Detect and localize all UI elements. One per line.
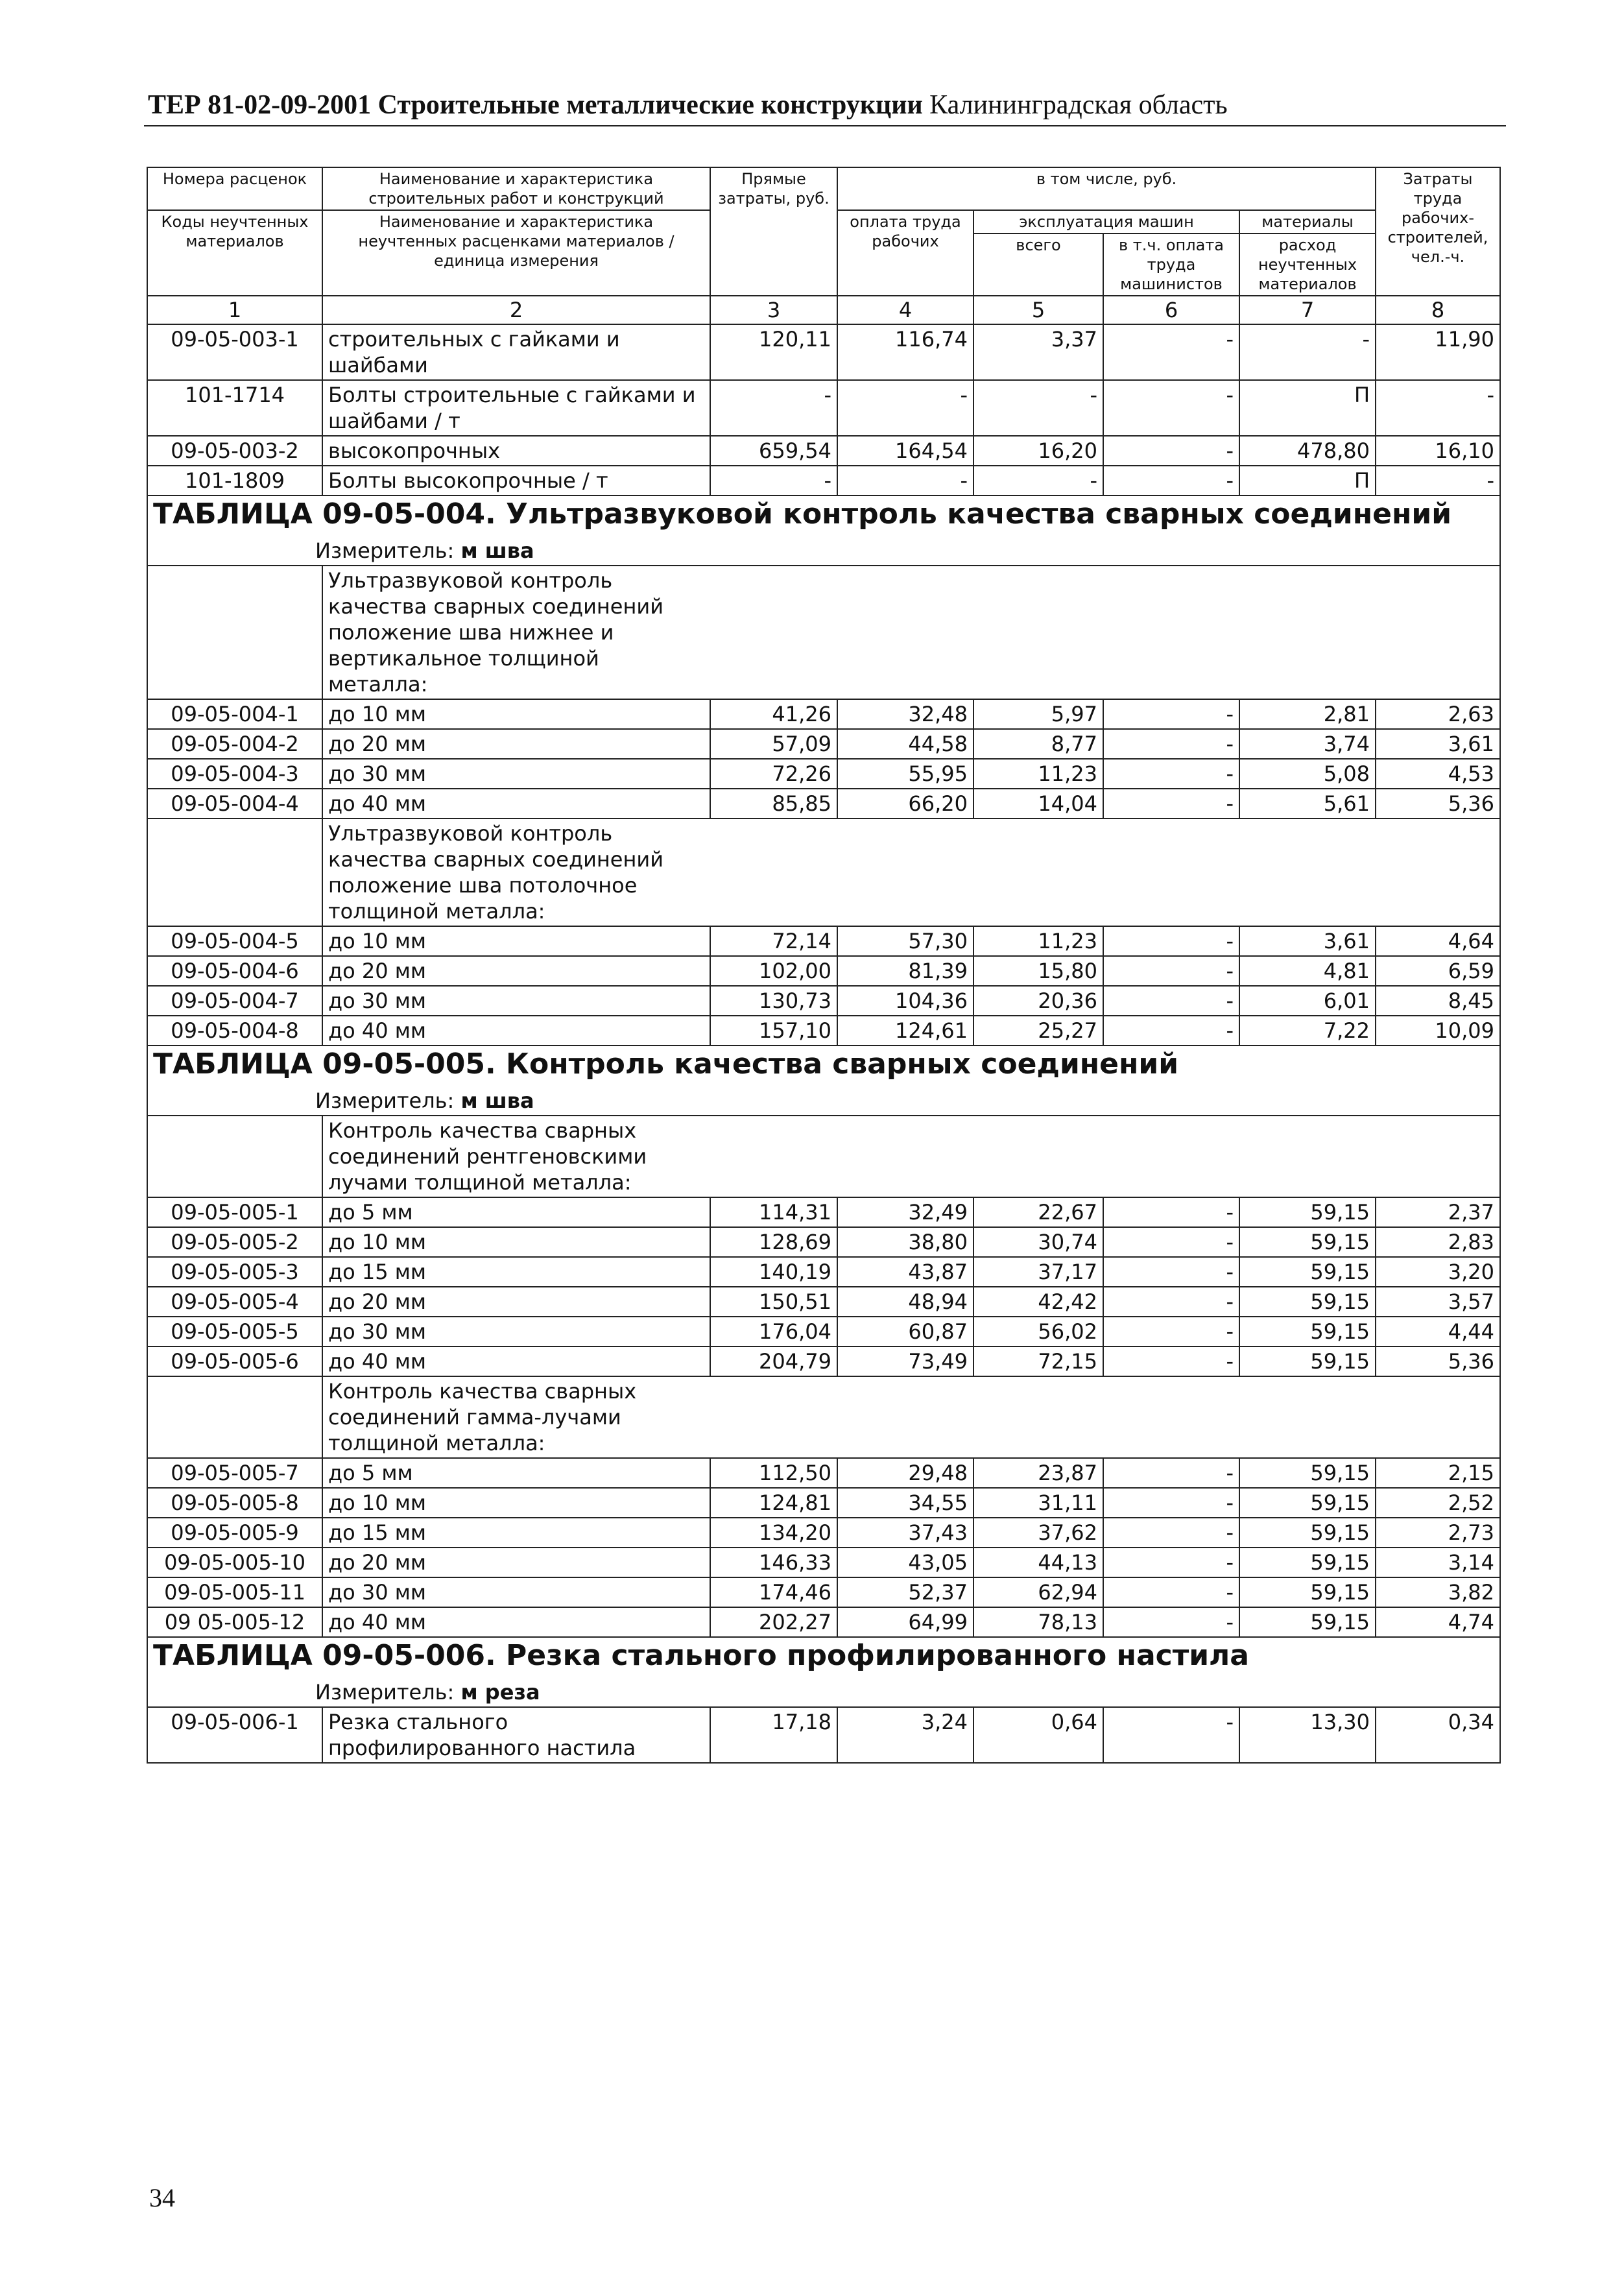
table-title: ТАБЛИЦА 09-05-005. Контроль качества сварных соединений xyxy=(153,1047,1179,1081)
rate-value: 124,61 xyxy=(837,1016,973,1046)
rate-code: 09-05-005-4 xyxy=(147,1287,322,1317)
rate-value: - xyxy=(973,466,1103,496)
rate-value: 4,64 xyxy=(1376,926,1500,956)
rate-value: 8,45 xyxy=(1376,986,1500,1016)
rate-value: 81,39 xyxy=(837,956,973,986)
rate-name: до 30 мм xyxy=(322,986,710,1016)
rate-value: 3,37 xyxy=(973,324,1103,380)
rate-value: - xyxy=(1103,1548,1239,1577)
col-number: 1 xyxy=(147,296,322,324)
rate-row xyxy=(147,380,1500,436)
rate-value: 3,14 xyxy=(1376,1548,1500,1577)
header-region: Калининградская область xyxy=(929,90,1228,120)
rate-value: - xyxy=(1103,1317,1239,1346)
rate-value: 11,90 xyxy=(1376,324,1500,380)
rate-code: 09-05-005-11 xyxy=(147,1577,322,1607)
rate-value: 11,23 xyxy=(973,926,1103,956)
rate-value: 4,74 xyxy=(1376,1607,1500,1637)
rate-name: до 40 мм xyxy=(322,1607,710,1637)
rate-row xyxy=(147,1458,1500,1488)
rate-value: 5,36 xyxy=(1376,789,1500,819)
rate-value: 3,61 xyxy=(1239,926,1376,956)
rate-value: - xyxy=(1103,1287,1239,1317)
rate-value: 55,95 xyxy=(837,759,973,789)
measure-value: м реза xyxy=(460,1680,540,1705)
rate-name: до 40 мм xyxy=(322,1346,710,1376)
rate-name: до 10 мм xyxy=(322,926,710,956)
rate-value: 478,80 xyxy=(1239,436,1376,466)
rate-value: 72,14 xyxy=(710,926,837,956)
rate-value: 85,85 xyxy=(710,789,837,819)
rate-code: 09-05-004-2 xyxy=(147,729,322,759)
col2-top-header: Наименование и характеристика строительных работ и конструкций xyxy=(322,167,710,210)
rate-value: 102,00 xyxy=(710,956,837,986)
rate-value: 140,19 xyxy=(710,1257,837,1287)
rate-code: 09-05-004-6 xyxy=(147,956,322,986)
rate-code: 09-05-005-6 xyxy=(147,1346,322,1376)
rate-value: 62,94 xyxy=(973,1577,1103,1607)
measure-label: Измеритель: xyxy=(315,538,455,563)
rate-value: 59,15 xyxy=(1239,1346,1376,1376)
rate-value: 59,15 xyxy=(1239,1488,1376,1518)
rate-row xyxy=(147,956,1500,986)
rate-value: 42,42 xyxy=(973,1287,1103,1317)
rate-value: 43,05 xyxy=(837,1548,973,1577)
rate-value: 73,49 xyxy=(837,1346,973,1376)
measure-value: м шва xyxy=(460,1088,534,1113)
rate-name: до 20 мм xyxy=(322,956,710,986)
rate-value: 176,04 xyxy=(710,1317,837,1346)
rate-row xyxy=(147,1607,1500,1637)
rate-value: 59,15 xyxy=(1239,1577,1376,1607)
rate-name: высокопрочных xyxy=(322,436,710,466)
rate-value: - xyxy=(1103,986,1239,1016)
table-title: ТАБЛИЦА 09-05-004. Ультразвуковой контроль качества сварных соединений xyxy=(153,497,1452,531)
rate-value: 59,15 xyxy=(1239,1287,1376,1317)
rate-value: 41,26 xyxy=(710,699,837,729)
rate-name: до 5 мм xyxy=(322,1458,710,1488)
labor-header: Затраты труда рабочих-строителей, чел.-ч. xyxy=(1376,167,1500,296)
rate-value: 60,87 xyxy=(837,1317,973,1346)
rate-name: строительных с гайками и шайбами xyxy=(322,324,710,380)
measure-unit xyxy=(315,1088,1494,1114)
rate-value: 59,15 xyxy=(1239,1607,1376,1637)
rate-row xyxy=(147,1707,1500,1763)
rate-value: 659,54 xyxy=(710,436,837,466)
measure-unit xyxy=(315,538,1494,564)
rate-value: 3,24 xyxy=(837,1707,973,1763)
machines-wages-header: в т.ч. оплата труда машинистов xyxy=(1103,233,1239,296)
rate-code: 09-05-003-2 xyxy=(147,436,322,466)
rate-value: 3,74 xyxy=(1239,729,1376,759)
rate-code: 09-05-006-1 xyxy=(147,1707,322,1763)
rate-value: 4,53 xyxy=(1376,759,1500,789)
rate-row xyxy=(147,699,1500,729)
rate-row xyxy=(147,1548,1500,1577)
page-header xyxy=(148,90,1503,121)
table-title: ТАБЛИЦА 09-05-006. Резка стального профилированного настила xyxy=(153,1639,1249,1672)
rate-value: 29,48 xyxy=(837,1458,973,1488)
rate-value: 44,13 xyxy=(973,1548,1103,1577)
rate-row xyxy=(147,1016,1500,1046)
rate-value: П xyxy=(1239,466,1376,496)
rate-row xyxy=(147,436,1500,466)
rate-value: 120,11 xyxy=(710,324,837,380)
rate-value: 14,04 xyxy=(973,789,1103,819)
rate-value: 23,87 xyxy=(973,1458,1103,1488)
rate-value: - xyxy=(1103,436,1239,466)
rate-value: 22,67 xyxy=(973,1197,1103,1227)
rate-value: 2,73 xyxy=(1376,1518,1500,1548)
rate-name: до 30 мм xyxy=(322,1317,710,1346)
rate-row xyxy=(147,324,1500,380)
rate-name: до 20 мм xyxy=(322,1548,710,1577)
rate-value: 44,58 xyxy=(837,729,973,759)
rate-value: 124,81 xyxy=(710,1488,837,1518)
rate-value: 4,81 xyxy=(1239,956,1376,986)
group-caption-row xyxy=(147,819,1500,926)
rate-value: 114,31 xyxy=(710,1197,837,1227)
rate-value: 157,10 xyxy=(710,1016,837,1046)
rate-code: 09-05-004-7 xyxy=(147,986,322,1016)
rate-code: 09-05-004-3 xyxy=(147,759,322,789)
rate-value: - xyxy=(973,380,1103,436)
col-number: 6 xyxy=(1103,296,1239,324)
rate-value: 3,57 xyxy=(1376,1287,1500,1317)
rate-value: - xyxy=(1103,1577,1239,1607)
rate-value: - xyxy=(1103,1488,1239,1518)
materials-header: материалы xyxy=(1239,210,1376,233)
page-number: 34 xyxy=(149,2183,175,2212)
rate-value: 64,99 xyxy=(837,1607,973,1637)
measure-label: Измеритель: xyxy=(315,1088,455,1113)
rate-value: - xyxy=(1103,1607,1239,1637)
rate-value: 3,20 xyxy=(1376,1257,1500,1287)
rate-value: 5,97 xyxy=(973,699,1103,729)
rate-value: - xyxy=(710,380,837,436)
rate-value: - xyxy=(1103,1257,1239,1287)
rate-row xyxy=(147,926,1500,956)
rate-value: 164,54 xyxy=(837,436,973,466)
rate-row xyxy=(147,1518,1500,1548)
rate-value: 59,15 xyxy=(1239,1197,1376,1227)
table-section-header xyxy=(147,1046,1500,1116)
table-section-header xyxy=(147,1637,1500,1707)
rate-name: до 20 мм xyxy=(322,729,710,759)
rate-row xyxy=(147,1577,1500,1607)
rate-value: 150,51 xyxy=(710,1287,837,1317)
group-caption: Контроль качества сварных соединений рентгеновскими лучами толщиной металла: xyxy=(328,1118,647,1195)
rate-name: до 5 мм xyxy=(322,1197,710,1227)
header-row-1 xyxy=(147,167,1500,210)
rate-code: 09-05-004-4 xyxy=(147,789,322,819)
rate-value: - xyxy=(1103,729,1239,759)
wages-header: оплата труда рабочих xyxy=(837,210,973,296)
rates-table xyxy=(147,167,1501,1764)
rate-value: 25,27 xyxy=(973,1016,1103,1046)
measure-unit xyxy=(315,1679,1494,1705)
rate-code: 09-05-005-5 xyxy=(147,1317,322,1346)
rate-value: - xyxy=(1103,1458,1239,1488)
table-section-header xyxy=(147,496,1500,566)
rate-value: - xyxy=(1376,380,1500,436)
rate-name: до 20 мм xyxy=(322,1287,710,1317)
rate-value: 5,61 xyxy=(1239,789,1376,819)
rate-row xyxy=(147,986,1500,1016)
rate-value: - xyxy=(837,466,973,496)
rate-value: 78,13 xyxy=(973,1607,1103,1637)
rate-value: 7,22 xyxy=(1239,1016,1376,1046)
rate-value: 146,33 xyxy=(710,1548,837,1577)
rate-value: - xyxy=(1103,324,1239,380)
rate-value: 2,15 xyxy=(1376,1458,1500,1488)
rate-value: 2,37 xyxy=(1376,1197,1500,1227)
rate-name: Резка стального профилированного настила xyxy=(322,1707,710,1763)
rate-value: 59,15 xyxy=(1239,1518,1376,1548)
rate-value: 5,08 xyxy=(1239,759,1376,789)
col1-bottom-header: Коды неучтенных материалов xyxy=(147,210,322,296)
rate-row xyxy=(147,1346,1500,1376)
rate-value: 38,80 xyxy=(837,1227,973,1257)
rate-value: 37,17 xyxy=(973,1257,1103,1287)
materials-spend-header: расход неучтенных материалов xyxy=(1239,233,1376,296)
rate-code: 101-1714 xyxy=(147,380,322,436)
rate-value: 4,44 xyxy=(1376,1317,1500,1346)
rate-name: до 40 мм xyxy=(322,789,710,819)
rate-value: 57,09 xyxy=(710,729,837,759)
rate-name: до 40 мм xyxy=(322,1016,710,1046)
rate-code: 09-05-005-1 xyxy=(147,1197,322,1227)
rate-value: 104,36 xyxy=(837,986,973,1016)
col-number: 7 xyxy=(1239,296,1376,324)
group-caption-row xyxy=(147,1116,1500,1197)
rate-value: - xyxy=(1103,956,1239,986)
rate-row xyxy=(147,466,1500,496)
rate-code: 09-05-005-2 xyxy=(147,1227,322,1257)
rate-name: Болты высокопрочные / т xyxy=(322,466,710,496)
rate-value: 0,64 xyxy=(973,1707,1103,1763)
rate-code: 09-05-004-5 xyxy=(147,926,322,956)
rate-row xyxy=(147,1197,1500,1227)
rate-name: до 10 мм xyxy=(322,699,710,729)
col-number: 5 xyxy=(973,296,1103,324)
rate-value: 2,63 xyxy=(1376,699,1500,729)
rate-code: 09-05-005-10 xyxy=(147,1548,322,1577)
rate-value: 10,09 xyxy=(1376,1016,1500,1046)
rate-code: 09 05-005-12 xyxy=(147,1607,322,1637)
rate-value: 15,80 xyxy=(973,956,1103,986)
rate-value: - xyxy=(1103,789,1239,819)
rate-value: 6,59 xyxy=(1376,956,1500,986)
rate-value: 31,11 xyxy=(973,1488,1103,1518)
rate-value: 59,15 xyxy=(1239,1548,1376,1577)
direct-costs-header: Прямые затраты, руб. xyxy=(710,167,837,296)
rate-value: 72,15 xyxy=(973,1346,1103,1376)
rate-value: 3,82 xyxy=(1376,1577,1500,1607)
rate-value: - xyxy=(837,380,973,436)
rate-value: 2,83 xyxy=(1376,1227,1500,1257)
machines-total-header: всего xyxy=(973,233,1103,296)
rate-value: 16,20 xyxy=(973,436,1103,466)
rate-code: 09-05-004-8 xyxy=(147,1016,322,1046)
col2-bottom-header: Наименование и характеристика неучтенных расценками материалов / единица измерения xyxy=(322,210,710,296)
rate-value: 20,36 xyxy=(973,986,1103,1016)
rate-value: 16,10 xyxy=(1376,436,1500,466)
rate-value: - xyxy=(1103,380,1239,436)
rate-value: 37,62 xyxy=(973,1518,1103,1548)
rate-code: 101-1809 xyxy=(147,466,322,496)
rate-value: 2,52 xyxy=(1376,1488,1500,1518)
col-number: 3 xyxy=(710,296,837,324)
rate-value: - xyxy=(1103,759,1239,789)
rate-value: 2,81 xyxy=(1239,699,1376,729)
rate-value: 30,74 xyxy=(973,1227,1103,1257)
col1-top-header: Номера расценок xyxy=(147,167,322,210)
rate-row xyxy=(147,1317,1500,1346)
rate-row xyxy=(147,1227,1500,1257)
rate-code: 09-05-005-9 xyxy=(147,1518,322,1548)
including-header: в том числе, руб. xyxy=(837,167,1376,210)
rate-value: 204,79 xyxy=(710,1346,837,1376)
rate-value: 0,34 xyxy=(1376,1707,1500,1763)
rate-value: 59,15 xyxy=(1239,1227,1376,1257)
rate-value: 3,61 xyxy=(1376,729,1500,759)
rate-value: 13,30 xyxy=(1239,1707,1376,1763)
rate-value: 57,30 xyxy=(837,926,973,956)
rate-value: П xyxy=(1239,380,1376,436)
rate-value: 48,94 xyxy=(837,1287,973,1317)
rate-value: - xyxy=(1103,1518,1239,1548)
rate-code: 09-05-004-1 xyxy=(147,699,322,729)
rate-value: - xyxy=(710,466,837,496)
rate-value: 128,69 xyxy=(710,1227,837,1257)
rate-value: 116,74 xyxy=(837,324,973,380)
rate-value: - xyxy=(1103,1227,1239,1257)
header-code: ТЕР 81-02-09-2001 xyxy=(148,90,372,120)
group-caption: Контроль качества сварных соединений гамма-лучами толщиной металла: xyxy=(328,1379,637,1455)
rate-value: 32,48 xyxy=(837,699,973,729)
rate-name: до 30 мм xyxy=(322,759,710,789)
rate-name: Болты строительные с гайками и шайбами / т xyxy=(322,380,710,436)
column-numbers-row xyxy=(147,296,1500,324)
rate-value: 43,87 xyxy=(837,1257,973,1287)
rate-value: 72,26 xyxy=(710,759,837,789)
measure-value: м шва xyxy=(460,538,534,563)
rate-value: - xyxy=(1103,466,1239,496)
group-caption: Ультразвуковой контроль качества сварных соединений положение шва нижнее и вертикальное толщиной металла: xyxy=(328,568,663,697)
rate-value: 59,15 xyxy=(1239,1257,1376,1287)
rate-row xyxy=(147,1257,1500,1287)
rate-value: - xyxy=(1103,926,1239,956)
rate-value: 34,55 xyxy=(837,1488,973,1518)
rate-code: 09-05-005-3 xyxy=(147,1257,322,1287)
rate-name: до 30 мм xyxy=(322,1577,710,1607)
col-number: 4 xyxy=(837,296,973,324)
header-title: Строительные металлические конструкции xyxy=(377,90,923,120)
rate-row xyxy=(147,1287,1500,1317)
rate-value: 56,02 xyxy=(973,1317,1103,1346)
header-rule xyxy=(144,125,1506,126)
rate-value: - xyxy=(1103,1707,1239,1763)
rate-value: 112,50 xyxy=(710,1458,837,1488)
rate-value: - xyxy=(1103,699,1239,729)
rate-value: 32,49 xyxy=(837,1197,973,1227)
rate-value: - xyxy=(1103,1346,1239,1376)
rate-value: 6,01 xyxy=(1239,986,1376,1016)
rate-row xyxy=(147,789,1500,819)
rate-value: 37,43 xyxy=(837,1518,973,1548)
rate-row xyxy=(147,759,1500,789)
col-number: 8 xyxy=(1376,296,1500,324)
rate-value: 11,23 xyxy=(973,759,1103,789)
group-caption-row xyxy=(147,566,1500,699)
rate-value: 66,20 xyxy=(837,789,973,819)
rate-value: 59,15 xyxy=(1239,1317,1376,1346)
col-number: 2 xyxy=(322,296,710,324)
rate-name: до 15 мм xyxy=(322,1518,710,1548)
rate-value: - xyxy=(1239,324,1376,380)
rate-row xyxy=(147,729,1500,759)
rate-name: до 10 мм xyxy=(322,1227,710,1257)
measure-label: Измеритель: xyxy=(315,1680,455,1705)
rate-value: 59,15 xyxy=(1239,1458,1376,1488)
rate-value: 130,73 xyxy=(710,986,837,1016)
rate-value: 52,37 xyxy=(837,1577,973,1607)
rate-value: 17,18 xyxy=(710,1707,837,1763)
rate-value: - xyxy=(1376,466,1500,496)
group-caption: Ультразвуковой контроль качества сварных соединений положение шва потолочное толщиной металла: xyxy=(328,821,663,924)
rate-value: 8,77 xyxy=(973,729,1103,759)
machines-header: эксплуатация машин xyxy=(973,210,1239,233)
rate-row xyxy=(147,1488,1500,1518)
rate-code: 09-05-003-1 xyxy=(147,324,322,380)
rate-value: 134,20 xyxy=(710,1518,837,1548)
group-caption-row xyxy=(147,1376,1500,1458)
rate-name: до 15 мм xyxy=(322,1257,710,1287)
rate-value: - xyxy=(1103,1197,1239,1227)
rate-value: - xyxy=(1103,1016,1239,1046)
rate-value: 174,46 xyxy=(710,1577,837,1607)
rate-name: до 10 мм xyxy=(322,1488,710,1518)
rate-value: 5,36 xyxy=(1376,1346,1500,1376)
rate-value: 202,27 xyxy=(710,1607,837,1637)
rate-code: 09-05-005-7 xyxy=(147,1458,322,1488)
rate-code: 09-05-005-8 xyxy=(147,1488,322,1518)
